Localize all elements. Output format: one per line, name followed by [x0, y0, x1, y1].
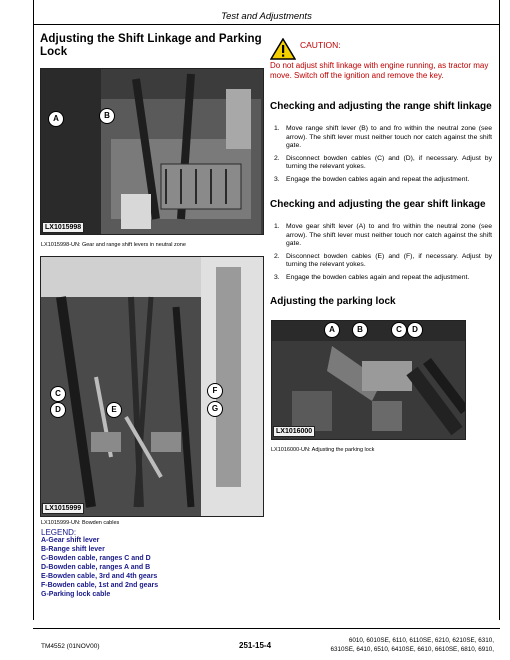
page-border-right: [499, 0, 500, 620]
list-item: 1. Move gear shift lever (A) to and fro within the neutral zone (see arrow). The shift lever must neither touch nor catch against the shift gate.: [274, 223, 492, 247]
parking-lock-heading: Adjusting the parking lock: [270, 296, 396, 307]
footer-models-line1: 6010, 6010SE, 6110, 6110SE, 6210, 6210SE, 6310,: [348, 637, 494, 644]
step-text: Engage the bowden cables again and repeat the adjustment.: [286, 273, 470, 281]
photo-caption: LX1016000-UN: Adjusting the parking lock: [271, 447, 375, 453]
photo-parking-lock-image: [272, 321, 465, 439]
range-shift-steps: [270, 125, 492, 188]
step-text: Disconnect bowden cables (E) and (F), if necessary. Adjust by turning the relevant yokes.: [286, 252, 492, 268]
callout-f: F: [207, 383, 223, 399]
list-item: 2. Disconnect bowden cables (E) and (F), if necessary. Adjust by turning the relevant yokes.: [274, 252, 492, 268]
photo-caption: LX1015999-UN: Bowden cables: [41, 520, 120, 526]
legend-item: E-Bowden cable, 3rd and 4th gears: [41, 573, 158, 580]
legend-list: [41, 536, 158, 599]
caution-text: Do not adjust shift linkage with engine running, as tractor may move. Switch off the ignition and remove the key.: [270, 61, 489, 80]
footer-models-line2: 6310SE, 6410, 6510, 6410SE, 6610, 6610SE, 6810, 6910,: [330, 646, 494, 653]
list-item: 2. Disconnect bowden cables (C) and (D), if necessary. Adjust by turning the relevant yokes.: [274, 154, 492, 170]
callout-b: B: [99, 108, 115, 124]
photo-bowden-cables-image: [41, 257, 263, 516]
callout-c: C: [50, 386, 66, 402]
legend-item: B-Range shift lever: [41, 546, 105, 553]
gear-shift-steps: [270, 223, 492, 286]
photo-shift-levers: [40, 68, 264, 235]
step-text: Engage the bowden cables again and repeat the adjustment.: [286, 175, 470, 183]
photo-caption: LX1015998-UN: Gear and range shift levers in neutral zone: [41, 242, 186, 248]
list-item: 3. Engage the bowden cables again and repeat the adjustment.: [274, 273, 470, 281]
footer-divider: [33, 628, 500, 629]
list-item: 1. Move range shift lever (B) to and fro within the neutral zone (see arrow). The shift lever must neither touch nor catch against the shift gate.: [274, 125, 492, 149]
legend-item: A-Gear shift lever: [41, 537, 100, 544]
step-text: Move gear shift lever (A) to and fro within the neutral zone (see arrow). The shift lever must neither touch nor catch against the shift gate.: [286, 223, 492, 247]
page-header: Test and Adjustments: [221, 11, 312, 22]
footer-models: [318, 636, 494, 654]
legend-item: C-Bowden cable, ranges C and D: [41, 555, 151, 562]
gear-shift-heading: Checking and adjusting the gear shift linkage: [270, 199, 486, 210]
footer-manual-id: TM4552 (01NOV00): [41, 643, 100, 650]
section-heading-shift-linkage: Adjusting the Shift Linkage and Parking Lock: [40, 33, 262, 58]
step-text: Move range shift lever (B) to and fro within the neutral zone (see arrow). The shift lever must neither touch nor catch against the shift gate.: [286, 125, 492, 149]
warning-icon: [270, 38, 296, 60]
photo-shift-levers-image: [41, 69, 263, 234]
list-item: 3. Engage the bowden cables again and repeat the adjustment.: [274, 175, 470, 183]
callout-b: B: [352, 322, 368, 338]
footer-page-number: 251-15-4: [239, 641, 272, 650]
legend-item: F-Bowden cable, 1st and 2nd gears: [41, 582, 159, 589]
legend-title: LEGEND:: [41, 528, 77, 537]
photo-id-tag: LX1015999: [42, 503, 84, 514]
photo-id-tag: LX1015998: [42, 222, 84, 233]
photo-parking-lock: [271, 320, 466, 440]
legend-item: D-Bowden cable, ranges A and B: [41, 564, 151, 571]
header-divider: [33, 24, 500, 25]
photo-bowden-cables: [40, 256, 264, 517]
callout-e: E: [106, 402, 122, 418]
step-text: Disconnect bowden cables (C) and (D), if necessary. Adjust by turning the relevant yokes.: [286, 154, 492, 170]
callout-c: C: [391, 322, 407, 338]
callout-a: A: [324, 322, 340, 338]
range-shift-heading: Checking and adjusting the range shift linkage: [270, 101, 492, 112]
callout-d: D: [407, 322, 423, 338]
callout-a: A: [48, 111, 64, 127]
photo-id-tag: LX1016000: [273, 426, 315, 437]
caution-title: CAUTION:: [300, 40, 341, 50]
legend-item: G-Parking lock cable: [41, 591, 111, 598]
page-border-left: [33, 0, 34, 620]
callout-d: D: [50, 402, 66, 418]
callout-g: G: [207, 401, 223, 417]
